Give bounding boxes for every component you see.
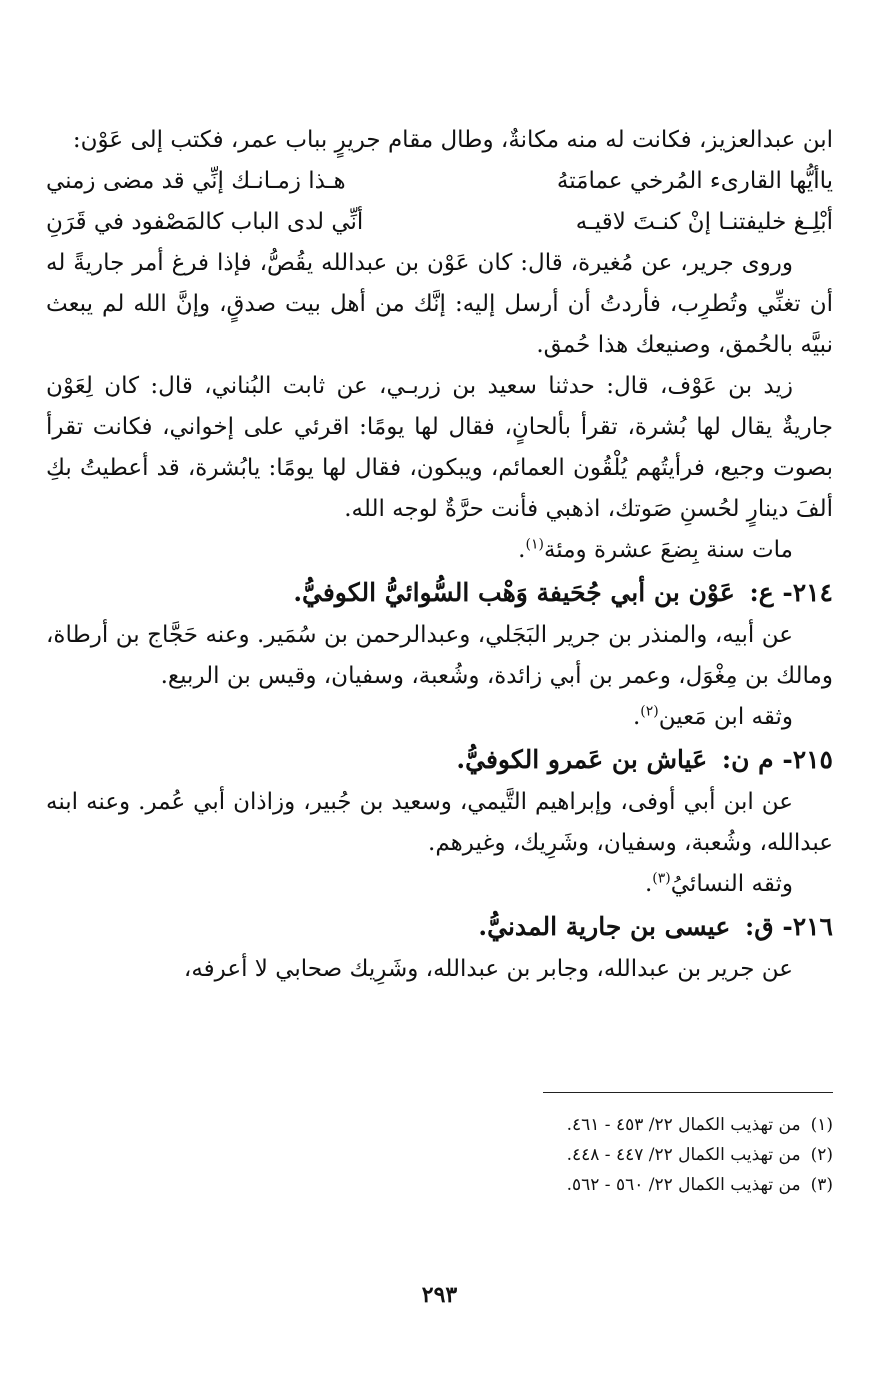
footnote	[46, 1110, 833, 1140]
poem-hemistich: أنِّي لدى الباب كالمَصْفود في قَرَنِ	[46, 209, 364, 235]
entry-heading	[46, 905, 833, 949]
paragraph: وثقه النسائيُ$^{(٣)}$.	[644, 870, 793, 897]
entry-name: عيسى بن جارية المدنيُّ.	[478, 912, 731, 941]
footnote-text: من تهذيب الكمال ٢٢/ ٤٥٣ - ٤٦١.	[566, 1115, 801, 1135]
footnote-ref[interactable]: (١)	[525, 536, 544, 553]
footnote-text: من تهذيب الكمال ٢٢/ ٥٦٠ - ٥٦٢.	[566, 1175, 801, 1195]
poem-hemistich: هـذا زمـانـك إنِّي قد مضى زمني	[46, 168, 346, 194]
footnote-divider	[543, 1092, 833, 1093]
paragraph: زيد بن عَوْف، قال: حدثنا سعيد بن زربـي، عن ثابت البُناني، قال: كان لِعَوْن جاريةٌ يقال لها بُشرة، تقرأ بألحانٍ، فقال لها يومًا: اقرئي على إخواني، فكانت تقرأ بصوت وجيع، فرأيتُهم يُلْقُون العمائم، ويبكون، فقال لها يومًا: يابُشرة، قد أعطيتُ بكِ ألفَ دينارٍ لحُسنِ صَوتك، اذهبي فأنت حرَّةٌ لوجه الله.	[46, 373, 833, 522]
poem	[46, 161, 833, 243]
page-number: ٢٩٣	[421, 1282, 458, 1308]
paragraph: وروى جرير، عن مُغيرة، قال: كان عَوْن بن عبدالله يقُصُّ، فإذا فرغ أمر جاريةً له أن تغنِّي وتُطرِب، فأردتُ أن أرسل إليه: إنَّك من أهل بيت صدقٍ، وإنَّ الله لم يبعث نبيَّه بالحُمق، وصنيعك هذا حُمق.	[46, 250, 833, 358]
entry-heading	[46, 571, 833, 615]
paragraph: ابن عبدالعزيز، فكانت له منه مكانةٌ، وطال مقام جريرٍ بباب عمر، فكتب إلى عَوْن:	[72, 127, 833, 153]
paragraph: مات سنة بِضعَ عشرة ومئة$^{(١)}$.	[518, 536, 793, 563]
entry-number: ٢١٦- ق:	[744, 912, 833, 941]
entry-name: عَياش بن عَمرو الكوفيُّ.	[456, 745, 708, 774]
footnote-text: من تهذيب الكمال ٢٢/ ٤٤٧ - ٤٤٨.	[566, 1145, 801, 1165]
footnote-number: (١)	[810, 1115, 833, 1135]
entry-heading	[46, 738, 833, 782]
poem-hemistich: ياأيُّها القارىء المُرخي عمامَتهُ	[556, 168, 833, 194]
paragraph-text: وثقه النسائيُ	[670, 871, 793, 897]
poem-hemistich: أبْلِـغ خليفتنـا إنْ كنـتَ لاقيـه	[575, 209, 833, 235]
poem-line	[46, 202, 833, 243]
poem-line	[46, 161, 833, 202]
paragraph-text: وثقه ابن مَعين	[658, 704, 793, 730]
footnote-ref[interactable]: (٢)	[640, 703, 659, 720]
entry-name: عَوْن بن أبي جُحَيفة وَهْب السُّوائيُّ الكوفيُّ.	[293, 578, 735, 607]
entry-number: ٢١٥- م ن:	[721, 745, 833, 774]
paragraph: عن جرير بن عبدالله، وجابر بن عبدالله، وشَرِيك صحابي لا أعرفه،	[183, 956, 793, 982]
footnote	[46, 1170, 833, 1200]
main-text	[46, 120, 833, 990]
footnote-number: (٣)	[810, 1175, 833, 1195]
footnote-ref[interactable]: (٣)	[652, 870, 671, 887]
paragraph: عن ابن أبي أوفى، وإبراهيم التَّيمي، وسعيد بن جُبير، وزاذان أبي عُمر. وعنه ابنه عبدالله، وشُعبة، وسفيان، وشَرِيك، وغيرهم.	[46, 789, 833, 856]
paragraph: وثقه ابن مَعين$^{(٢)}$.	[632, 703, 793, 730]
footnote-number: (٢)	[810, 1145, 833, 1165]
entry-number: ٢١٤- ع:	[749, 578, 833, 607]
footnote	[46, 1140, 833, 1170]
paragraph-text: مات سنة بِضعَ عشرة ومئة	[543, 537, 793, 563]
footnotes	[46, 1110, 833, 1200]
paragraph: عن أبيه، والمنذر بن جرير البَجَلي، وعبدالرحمن بن سُمَير. وعنه حَجَّاج بن أرطاة، ومالك بن مِغْوَل، وعمر بن أبي زائدة، وشُعبة، وسفيان، وقيس بن الربيع.	[46, 622, 833, 689]
